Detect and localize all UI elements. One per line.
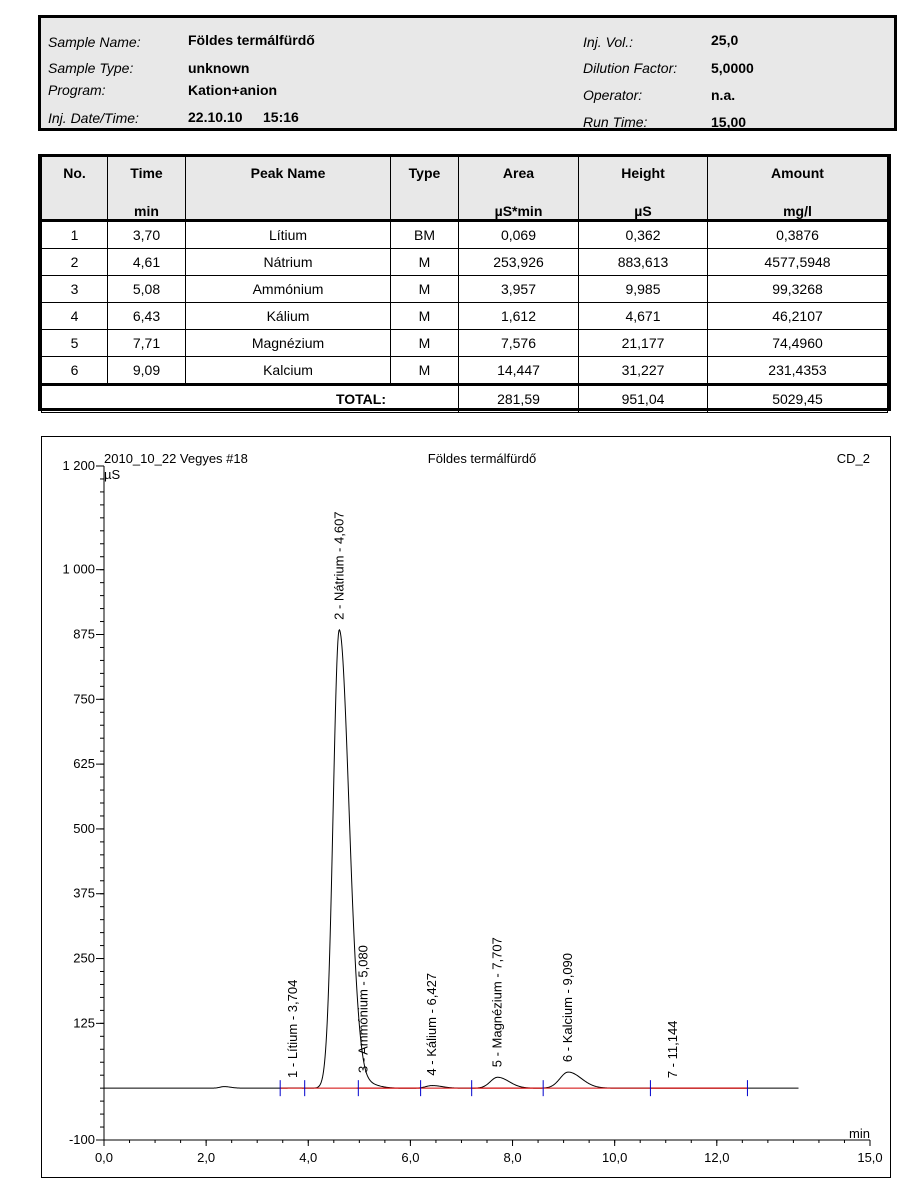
cell-peak-name: Ammónium [186, 276, 391, 303]
cell-time: 5,08 [108, 276, 186, 303]
cell-time: 6,43 [108, 303, 186, 330]
col-unit-height: µS [579, 191, 708, 221]
y-tick-label: 375 [73, 885, 95, 901]
x-tick-label: 0,0 [94, 1150, 114, 1165]
cell-time: 7,71 [108, 330, 186, 357]
cell-area: 0,069 [459, 221, 579, 249]
cell-amount: 4577,5948 [708, 249, 888, 276]
y-tick-label: 1 000 [62, 561, 95, 577]
peak-label: 5 - Magnézium - 7,707 [489, 937, 505, 1068]
x-tick-label: 10,0 [602, 1150, 628, 1165]
x-tick-label: 2,0 [197, 1150, 216, 1165]
col-unit-time: min [108, 191, 186, 221]
cell-type: M [391, 276, 459, 303]
cell-time: 9,09 [108, 357, 186, 385]
x-axis-unit-label: min [849, 1126, 870, 1141]
cell-area: 1,612 [459, 303, 579, 330]
y-tick-label: 1 200 [62, 458, 95, 473]
cell-no: 4 [42, 303, 108, 330]
cell-type: M [391, 357, 459, 385]
col-unit-peak-name [186, 191, 391, 221]
col-header-peak-name: Peak Name [186, 157, 391, 191]
chart-title-right: CD_2 [836, 451, 870, 466]
cell-height: 883,613 [579, 249, 708, 276]
program-label: Program: [48, 82, 106, 98]
cell-area: 14,447 [459, 357, 579, 385]
cell-amount: 99,3268 [708, 276, 888, 303]
peak-table [38, 154, 891, 411]
cell-type: M [391, 249, 459, 276]
col-header-area: Area [459, 157, 579, 191]
sample-type-value: unknown [188, 60, 250, 76]
chromatogram-chart [41, 436, 891, 1178]
peak-label: 7 - 11,144 [665, 1020, 681, 1079]
chart-title-left: 2010_10_22 Vegyes #18 [104, 451, 248, 466]
cell-no: 6 [42, 357, 108, 385]
x-tick-label: 4,0 [299, 1150, 318, 1165]
cell-no: 5 [42, 330, 108, 357]
y-tick-label: 500 [73, 820, 95, 836]
cell-no: 3 [42, 276, 108, 303]
dilution-label: Dilution Factor: [583, 60, 678, 76]
dilution-value: 5,0000 [711, 60, 754, 76]
chart-title-center: Földes termálfürdő [427, 451, 537, 466]
cell-amount: 46,2107 [708, 303, 888, 330]
cell-type: BM [391, 221, 459, 249]
x-tick-label: 15,0 [857, 1150, 883, 1165]
col-header-type: Type [391, 157, 459, 191]
y-tick-label: -100 [68, 1132, 95, 1147]
run-time-label: Run Time: [583, 114, 648, 130]
table-row [42, 303, 888, 330]
cell-area: 253,926 [459, 249, 579, 276]
y-tick-label: 750 [73, 691, 95, 707]
run-time-value: 15,00 [711, 114, 747, 130]
col-unit-no [42, 191, 108, 221]
cell-height: 31,227 [579, 357, 708, 385]
cell-time: 3,70 [108, 221, 186, 249]
y-tick-label: 875 [73, 626, 95, 642]
col-header-no: No. [42, 157, 108, 191]
cell-time: 4,61 [108, 249, 186, 276]
inj-vol-label: Inj. Vol.: [583, 34, 634, 50]
sample-info-box [38, 15, 897, 131]
cell-height: 21,177 [579, 330, 708, 357]
cell-amount: 231,4353 [708, 357, 888, 385]
cell-peak-name: Kálium [186, 303, 391, 330]
y-tick-label: 250 [73, 950, 95, 966]
sample-name-value: Földes termálfürdő [188, 32, 315, 48]
cell-no: 2 [42, 249, 108, 276]
cell-amount: 74,4960 [708, 330, 888, 357]
cell-peak-name: Nátrium [186, 249, 391, 276]
table-row [42, 249, 888, 276]
inj-datetime-label: Inj. Date/Time: [48, 110, 139, 126]
sample-name-label: Sample Name: [48, 34, 141, 50]
y-tick-label: 125 [73, 1015, 95, 1031]
cell-area: 3,957 [459, 276, 579, 303]
total-row [42, 385, 888, 413]
peak-label: 6 - Kalcium - 9,090 [560, 952, 576, 1063]
chromatogram-trace [104, 630, 799, 1088]
cell-height: 4,671 [579, 303, 708, 330]
cell-height: 0,362 [579, 221, 708, 249]
table-row [42, 276, 888, 303]
operator-label: Operator: [583, 87, 643, 103]
col-header-time: Time [108, 157, 186, 191]
sample-type-label: Sample Type: [48, 60, 134, 76]
cell-peak-name: Lítium [186, 221, 391, 249]
col-header-amount: Amount [708, 157, 888, 191]
y-tick-label: 625 [73, 756, 95, 772]
inj-vol-value: 25,0 [711, 32, 739, 48]
col-unit-amount: mg/l [708, 191, 888, 221]
x-tick-label: 8,0 [503, 1150, 522, 1165]
cell-type: M [391, 330, 459, 357]
cell-area: 7,576 [459, 330, 579, 357]
x-tick-label: 6,0 [401, 1150, 420, 1165]
table-row [42, 221, 888, 249]
operator-value: n.a. [711, 87, 736, 103]
peak-label: 1 - Lítium - 3,704 [285, 979, 301, 1078]
col-unit-type [391, 191, 459, 221]
peak-label: 3 - Ammónium - 5,080 [355, 945, 371, 1073]
cell-height: 9,985 [579, 276, 708, 303]
table-row [42, 330, 888, 357]
total-label: TOTAL: [42, 385, 459, 413]
inj-date-value: 22.10.10 [188, 109, 243, 125]
total-area: 281,59 [459, 385, 579, 413]
col-unit-area: µS*min [459, 191, 579, 221]
inj-time-value: 15:16 [263, 109, 299, 125]
cell-peak-name: Magnézium [186, 330, 391, 357]
peak-label: 2 - Nátrium - 4,607 [331, 511, 347, 620]
x-tick-label: 12,0 [704, 1150, 730, 1165]
col-header-height: Height [579, 157, 708, 191]
peak-label: 4 - Kálium - 6,427 [424, 972, 440, 1076]
total-height: 951,04 [579, 385, 708, 413]
y-axis-unit-label: µS [104, 467, 121, 482]
cell-peak-name: Kalcium [186, 357, 391, 385]
chromatogram-svg [42, 437, 890, 1177]
total-amount: 5029,45 [708, 385, 888, 413]
cell-type: M [391, 303, 459, 330]
cell-amount: 0,3876 [708, 221, 888, 249]
program-value: Kation+anion [188, 82, 278, 98]
table-row [42, 357, 888, 385]
cell-no: 1 [42, 221, 108, 249]
